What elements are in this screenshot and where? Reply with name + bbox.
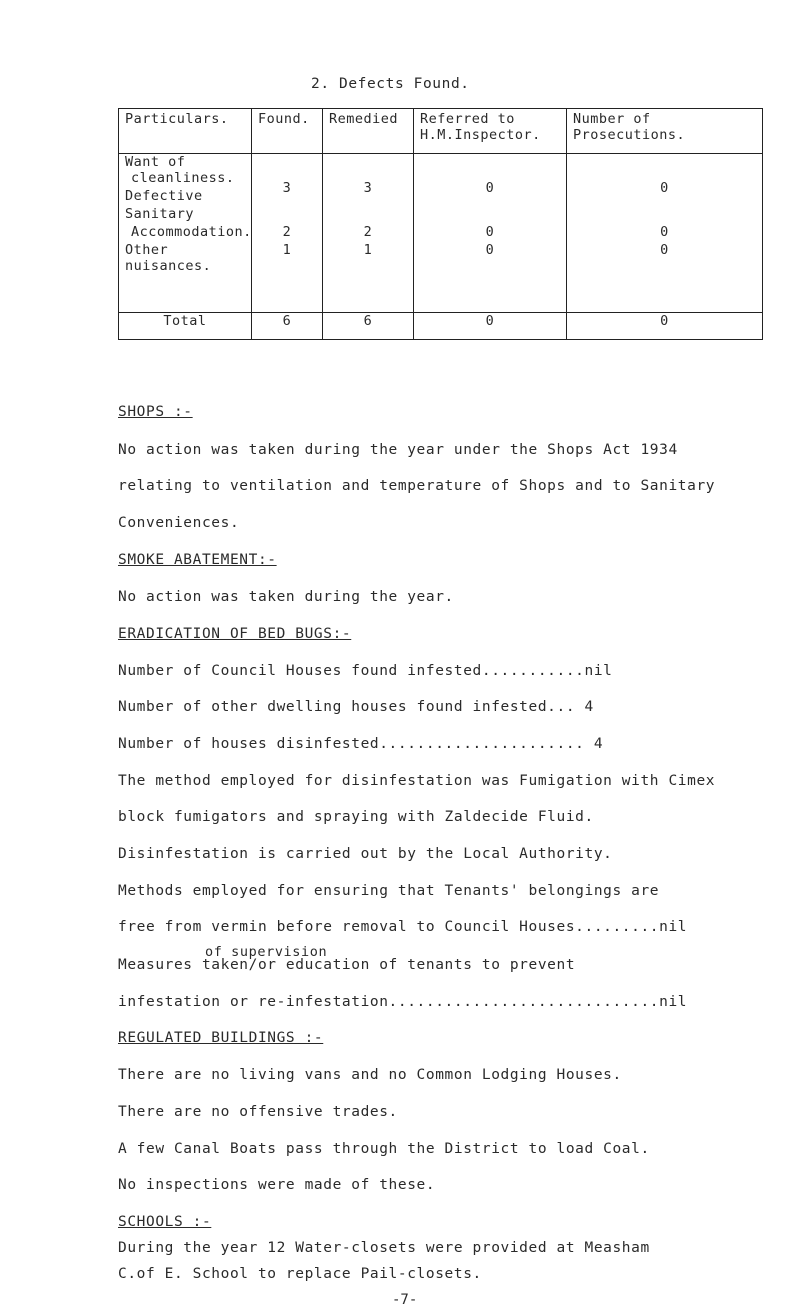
col-prosecutions-header: Number of Prosecutions.: [567, 109, 763, 154]
col-referred-header: Referred to H.M.Inspector.: [414, 109, 567, 154]
table-header-row: [119, 109, 763, 154]
table-row: [119, 154, 763, 313]
bed-bugs-text-line: Disinfestation is carried out by the Local Authority.: [118, 846, 613, 862]
schools-text-line: C.of E. School to replace Pail-closets.: [118, 1266, 482, 1282]
total-found: 6: [252, 313, 323, 340]
referred-value: 0: [485, 180, 495, 196]
col-remedied-header: Remedied: [323, 109, 414, 154]
remedied-cell: [323, 154, 414, 313]
regulated-heading: REGULATED BUILDINGS :-: [118, 1030, 324, 1046]
shops-text-line: relating to ventilation and temperature of Shops and to Sanitary: [118, 478, 716, 494]
remedied-value: 3: [363, 180, 373, 196]
smoke-heading: SMOKE ABATEMENT:-: [118, 552, 277, 568]
bed-bugs-text-line: Measures taken/or education of tenants to prevent: [118, 957, 576, 973]
col-found-header: Found.: [252, 109, 323, 154]
prosecutions-value: 0: [660, 180, 669, 196]
bed-bugs-text-line: Number of other dwelling houses found infested... 4: [118, 699, 594, 715]
particular-line: Accommodation.: [131, 224, 252, 240]
particular-line: Want of: [125, 154, 186, 170]
smoke-text-line: No action was taken during the year.: [118, 589, 454, 605]
col-particulars-header: Particulars.: [119, 109, 252, 154]
found-value: 1: [282, 242, 292, 258]
remedied-value: 2: [363, 224, 373, 240]
bed-bugs-text-line: Number of Council Houses found infested...........nil: [118, 663, 613, 679]
total-remedied: 6: [323, 313, 414, 340]
total-referred: 0: [414, 313, 567, 340]
shops-text-line: No action was taken during the year under the Shops Act 1934: [118, 442, 678, 458]
schools-heading: SCHOOLS :-: [118, 1214, 212, 1230]
page-number: -7-: [392, 1292, 418, 1308]
particular-line: Sanitary: [125, 206, 195, 222]
bed-bugs-text-line: Number of houses disinfested...................... 4: [118, 736, 604, 752]
total-label: Total: [119, 313, 252, 340]
regulated-text-line: There are no living vans and no Common Lodging Houses.: [118, 1067, 622, 1083]
section-heading: 2. Defects Found.: [311, 76, 470, 92]
particular-line: cleanliness.: [131, 170, 235, 186]
found-value: 3: [282, 180, 292, 196]
schools-text-line: During the year 12 Water-closets were provided at Measham: [118, 1240, 650, 1256]
bed-bugs-text-line: block fumigators and spraying with Zaldecide Fluid.: [118, 809, 594, 825]
referred-value: 0: [485, 224, 495, 240]
regulated-text-line: There are no offensive trades.: [118, 1104, 398, 1120]
shops-heading: SHOPS :-: [118, 404, 193, 420]
referred-cell: [414, 154, 567, 313]
prosecutions-value: 0: [660, 224, 669, 240]
bed-bugs-text-line: free from vermin before removal to Council Houses.........nil: [118, 919, 688, 935]
shops-text-line: Conveniences.: [118, 515, 240, 531]
found-value: 2: [282, 224, 292, 240]
particular-line: Defective: [125, 188, 203, 204]
found-cell: [252, 154, 323, 313]
remedied-value: 1: [363, 242, 373, 258]
regulated-text-line: No inspections were made of these.: [118, 1177, 436, 1193]
defects-table: [118, 108, 763, 340]
bed-bugs-text-line: Methods employed for ensuring that Tenants' belongings are: [118, 883, 660, 899]
total-row: [119, 313, 763, 340]
particular-line: Other nuisances.: [125, 242, 212, 274]
particulars-cell: [119, 154, 252, 313]
referred-value: 0: [485, 242, 495, 258]
bed-bugs-heading: ERADICATION OF BED BUGS:-: [118, 626, 352, 642]
bed-bugs-text-line: The method employed for disinfestation was Fumigation with Cimex: [118, 773, 716, 789]
prosecutions-cell: [567, 154, 763, 313]
bed-bugs-interlinear-note: of supervision: [205, 944, 328, 960]
total-prosecutions: 0: [567, 313, 763, 340]
prosecutions-value: 0: [660, 242, 669, 258]
regulated-text-line: A few Canal Boats pass through the District to load Coal.: [118, 1141, 650, 1157]
bed-bugs-text-line: infestation or re-infestation.............................nil: [118, 994, 688, 1010]
